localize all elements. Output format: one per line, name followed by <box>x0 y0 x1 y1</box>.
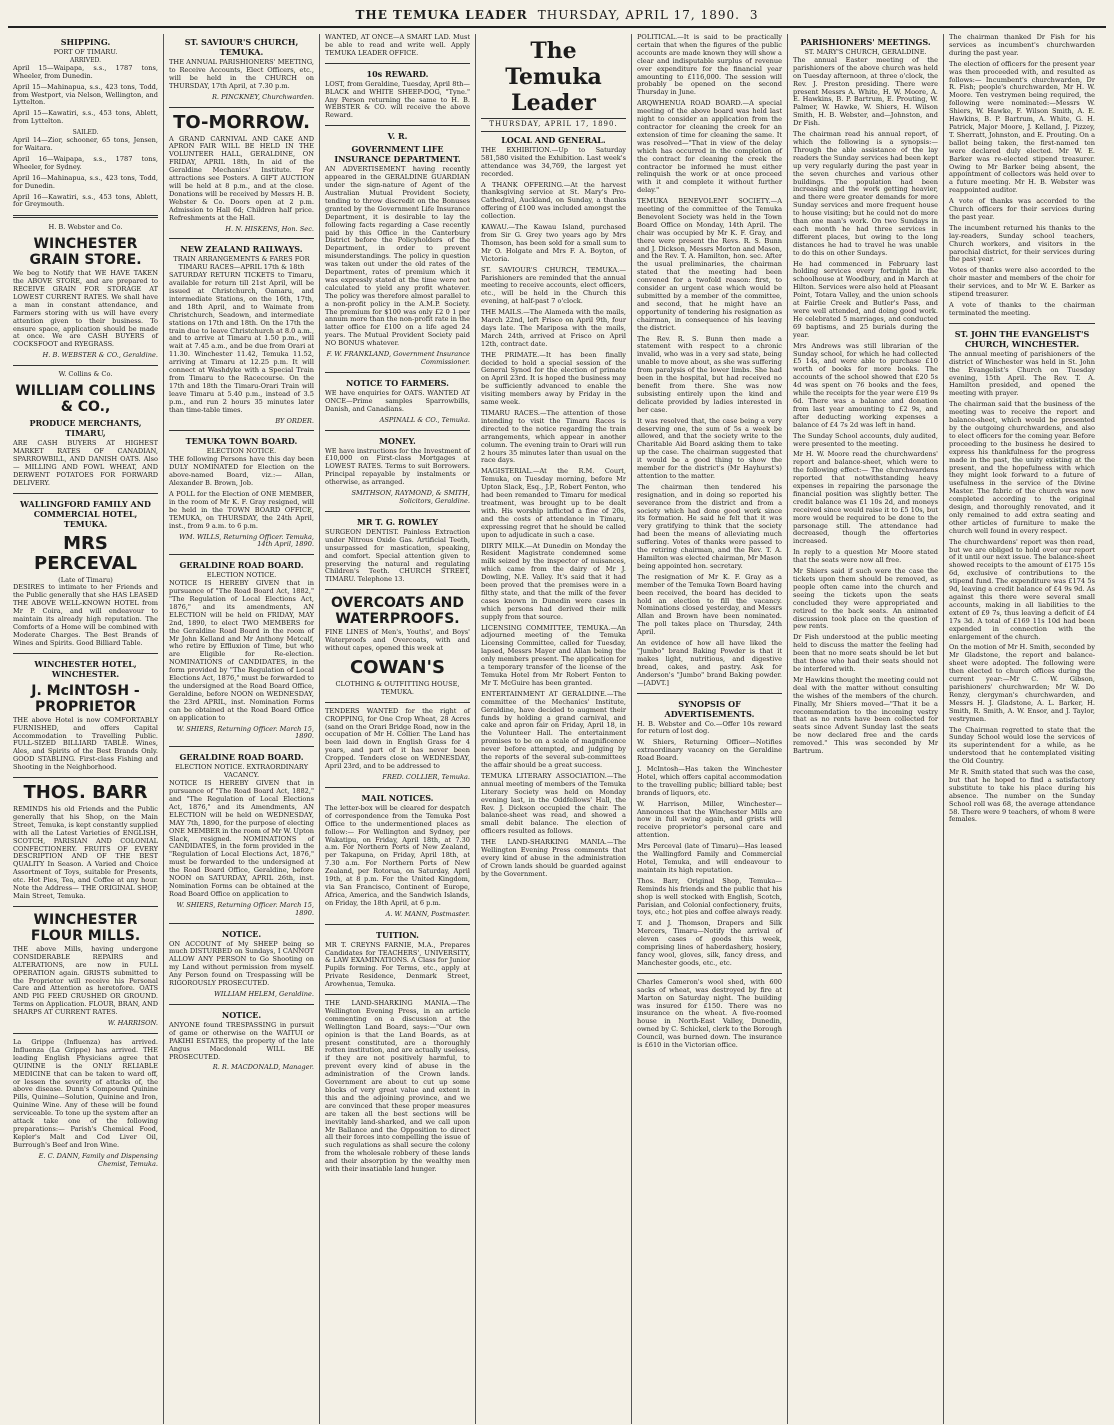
town-board-subtitle: ELECTION NOTICE. <box>206 447 277 456</box>
news-paragraph: THE PRIMATE.—It has been finally decided to hold a special session of the General Synod for the election of primate on April 23rd. It is hoped the business may be sufficiently advanced to enable the visiting members away by Friday in the same week. <box>481 350 626 407</box>
collins-label: W. Collins & Co. <box>58 370 113 379</box>
collins-title: WILLIAM COLLINS & CO., <box>15 383 156 416</box>
sailing-line: April 16—Kawatiri, s.s., 453 tons, Ablett, for Greymouth. <box>13 192 158 209</box>
report-paragraph: Mr R. Smith stated that such was the case, but that he hoped to find a satisfactory substitute to take his place during his absence. The number on the Sunday School roll was 68, the average attendance 58. There were 9 teachers, of whom 8 were females. <box>949 768 1095 824</box>
news-paragraph: LICENSING COMMITTEE, TEMUKA.—An adjourned meeting of the Temuka Licensing Committee, called for Tuesday, lapsed, Messrs Mayer and Allan being the only members present. The application for a temporary transfer of the license of the Temuka Hotel from Mr Robert Fenton to Mr T. McGuire has been granted. <box>481 623 626 687</box>
gov-insurance-title: GOVERNMENT LIFE INSURANCE DEPARTMENT. <box>334 144 461 165</box>
arrival-line: April 15—Kawatiri, s.s., 453 tons, Ablett, from Lyttelton. <box>13 109 158 126</box>
news-paragraph: The Rev. R. S. Bunn then made a statement with respect to a chronic invalid, who was in a very sad state, being unable to move about, as she was suffering from paralysis of the lower limbs. She had been in the hospital, but had received no benefit from there. She was now subsisting entirely upon the kind and delicate provided by ladies interested in her case. <box>637 334 782 414</box>
synopsis-item: W. Shiers, Returning Officer—Notifies extraordinary vacancy on the Geraldine Road Board. <box>637 738 782 763</box>
report-paragraph: In reply to a question Mr Moore stated that the seats were now all free. <box>793 548 938 565</box>
news-paragraph: KAWAU.—The Kawau Island, purchased from Sir G. Grey two years ago by Mrs Thomson, has been sold for a small sum to Mr O. Holgate and Mrs F. A. Boyton, of Victoria. <box>481 223 626 263</box>
cowans-title: COWAN'S <box>349 656 446 678</box>
tenders-signature: FRED. COLLIER, Temuka. <box>382 773 470 781</box>
land-sharking-body: THE LAND-SHARKING MANIA.—The Wellington Evening Press, in an article commenting on a discussion at the Wellington Land Board, says:—"Our own opinion is that the Land Boards, as at present constituted, are a thoroughly rotten institution, and are actually useless, if they are not positively harmful, to prevent every kind of abuse in the administration of the Crown lands. Government are about to cut up some blocks of very great value and extent in this and the adjoining province, and we are convinced that these proper measures are taken all the best sections will be inevitably land-sharked, and we call upon Mr Ballance and the Opposition to direct all their forces into compelling the issue of such regulations as shall secure the colony from the wholesale robbery of these lands and their absorption by the wealthy men with their insatiable land hunger. <box>325 999 470 1174</box>
church-notice-title: ST. SAVIOUR'S CHURCH, TEMUKA. <box>184 37 299 57</box>
sheep-notice-title: NOTICE. <box>221 928 262 939</box>
road-board-body: NOTICE IS HEREBY GIVEN that in pursuance of "The Road Board Act, 1882," "The Regulation of Local Elections Act, 1876," and its amendments, AN ELECTION will be held on FRIDAY, MAY 2nd, 1890, to elect TWO MEMBERS for the Geraldine Road Board in the room of Mr John Kelland and Mr Anthony Metcalf, who retire by Effluxion of Time, but who are Eligible for Re-election. NOMINATIONS of CANDIDATES, in the form provided by "The Regulation of Local Elections Act, 1876," must be forwarded to the undersigned at the Road Board Office, Geraldine, before NOON on WEDNESDAY, the 23rd APRIL, inst. Nomination Forms can be obtained at the Road Board Office on application to <box>169 579 314 722</box>
news-paragraph: An evidence of how all have liked the "Jumbo" brand Baking Powder is that it makes light, nutritious, and digestive bread, cakes, and pastry. Ask for Anderson's "Jumbo" brand Baking powder.—[ADVT.] <box>637 639 782 687</box>
road-board-extra-subtitle: ELECTION NOTICE. EXTRAORDINARY VACANCY. <box>174 763 309 780</box>
sheep-notice-signature: WILLIAM HELEM, Geraldine. <box>214 990 314 998</box>
news-paragraph: DIRTY MILK.—At Dunedin on Monday the Resident Magistrate condemned some milk seized by the inspector of nuisances, which came from the dairy of Mr J. Dowling, N.E. Valley. It's said that it had been proved that the premises were in a filthy state, and that the milk of the fever cases known in Dunedin were cases in which persons had derived their milk supply from that source. <box>481 541 626 621</box>
road-board-title: GERALDINE ROAD BOARD. <box>179 560 304 571</box>
wanted-body: WANTED, AT ONCE—A SMART LAD. Must be able to read and write well. Apply TEMUKA LEADER OFFICE. <box>325 34 470 57</box>
column-5 <box>632 34 788 1424</box>
poll-body: A POLL for the Election of ONE MEMBER, in the room of Mr K. F. Gray resigned, will be held in the TOWN BOARD OFFICE, TEMUKA, on THURSDAY, the 24th April, inst., from 9 a.m. to 6 p.m. <box>169 489 314 530</box>
report-paragraph: A vote of thanks to the chairman terminated the meeting. <box>949 301 1095 317</box>
flour-mills-signature: W. HARRISON. <box>107 1019 158 1028</box>
news-paragraph: TEMUKA LITERARY ASSOCIATION.—The annual meeting of members of the Temuka Literary Society was held on Monday evening last, in the Oddfellows' Hall, the Rev. J. Dickson occupied the chair. The balance-sheet was read, and showed a small debit balance. The election of officers resulted as follows. <box>481 771 626 836</box>
port-heading: PORT OF TIMARU. <box>53 48 118 56</box>
running-head-date: THURSDAY, APRIL 17, 1890. <box>537 8 740 22</box>
barr-body: REMINDS his old Friends and the Public generally that his Shop, on the Main Street, Temuka, is kept constantly supplied with all the Latest Varieties of ENGLISH, SCOTCH, PARISIAN AND COLONIAL CONFECTIONERY. FRUITS OF EVERY DESCRIPTION AND OF THE BEST QUALITY In Season. A Varied and Choice Assortment of Toys, suitable for Presents, etc. Hot Pies, Tea, and Coffee at any hour. Note the Address— THE ORIGINAL SHOP, Main Street, Temuka. <box>13 805 158 900</box>
farmers-signature: ASPINALL & CO., Temuka. <box>379 415 470 424</box>
road-board-subtitle: ELECTION NOTICE. <box>206 571 277 580</box>
columns <box>8 34 1106 1424</box>
grain-store-title: WINCHESTER GRAIN STORE. <box>29 236 142 269</box>
overcoats-title: OVERCOATS AND WATERPROOFS. <box>331 595 464 628</box>
local-general-title: LOCAL AND GENERAL. <box>501 134 606 145</box>
report-paragraph: The election of officers for the present year was then proceeded with, and resulted as follows:— Incumbent's churchwarden, Dr R. Fish; people's churchwarden, Mr H. W. Moore. Ten vestrymen being required, the following were nominated:—Messrs W. Shiers, W. Hawke, F. Wilson Smith, A. E. Hawkins, B. P. Bartrum, A. White, G. H. Patrick, Major Moore, J. Kelland, J. Pizzey, T. Sherratt, Johnston, and E. Prouting. On a ballot being taken, the first-named ten were declared duly elected. Mr W. E. Barker was re-elected stipend treasurer. Owing to Mr Barker being absent, the appointment of collectors was held over to a future meeting. Mr H. B. Webster was reappointed auditor. <box>949 59 1095 195</box>
road-board-extra-signature: W. SHIERS, Returning Officer. March 15, 1890. <box>176 900 314 917</box>
news-paragraph: POLITICAL.—It is said to be practically certain that when the figures of the public accounts are made known they will show a clear and indisputable surplus of revenue over expenditure for the financial year amounting to £116,000. The session will probably be opened on the second Thursday in June. <box>637 34 782 97</box>
perceval-body: DESIRES to intimate to her Friends and the Public generally that she HAS LEASED THE ABOVE WELL-KNOWN HOTEL from Mr P. Coira, and will endeavour to maintain its already high reputation. The Comforts of a Home will be combined with Moderate Charges. The Best Brands of Wines and Spirits. Good Billiard Table. <box>13 583 158 647</box>
grain-store-body: We beg to Notify that WE HAVE TAKEN the ABOVE STORE, and are prepared to RECEIVE GRAIN FOR STORAGE AT LOWEST CURRENT RATES. We shall have a man in constant attendance, and Farmers storing with us will have every attention given to their business. To ensure space, application should be made at once. We are CASH BUYERS of COCKSFOOT and RYEGRASS. <box>13 269 158 349</box>
church-notice-body: THE ANNUAL PARISHIONERS' MEETING, to Receive Accounts, Elect Officers, etc., will be held in the CHURCH on THURSDAY, 17th April, at 7.30 p.m. <box>169 58 314 90</box>
report-paragraph: The chairman thanked Dr Fish for his services as incumbent's churchwarden during the past year. <box>949 34 1095 57</box>
sailing-line: April 16—Mahinapua, s.s., 423 tons, Todd, for Dunedin. <box>13 173 158 190</box>
winchester-hotel-title: WINCHESTER HOTEL, WINCHESTER. <box>34 658 137 679</box>
column-6 <box>788 34 944 1424</box>
news-paragraph: MAGISTERIAL.—At the R.M. Court, Temuka, on Tuesday morning, before Mr Upton Slack, Esq., J.P., Robert Fenton, who had been remanded to Timaru for medical treatment, was brought up to be dealt with. His worship inflicted a fine of 20s, and the costs of attendance in Timaru, expressing regret that he should be called upon to adjudicate in such a case. <box>481 467 626 539</box>
shipping-heading: SHIPPING. <box>60 37 111 47</box>
column-7 <box>944 34 1100 1424</box>
report-paragraph: Mr Hawkins thought the meeting could not deal with the matter without consulting the wishes of the members of the church. Finally, Mr Shiers moved—"That it be a recommendation to the incoming vestry that as no rents have been collected for seats since Advent Sunday last the seats be now declared free and the cards removed." This was seconded by Mr Bartrum. <box>793 675 938 756</box>
news-paragraph: The resignation of Mr K. F. Gray as a member of the Temuka Town Board having been received, the board has decided to hold an election to fill the vacancy. Nominations closed yesterday, and Messrs Allan and Brown have been nominated. The poll takes place on Thursday, 24th April. <box>637 572 782 637</box>
flour-mills-body: THE above Mills, having undergone CONSIDERABLE REPAIRS and ALTERATIONS, are now in FULL OPERATION again. GRISTS submitted to the Proprietor will receive his Personal Care and Attention as heretofore. OATS AND PIG FEED CRUSHED OR GROUND. Terms on Application. FLOUR, BRAN, AND SHARPS AT CURRENT RATES. <box>13 944 158 1017</box>
town-board-body: THE following Persons have this day been DULY NOMINATED for Election on the above-named Board, viz.:— Allan, Alexander B. Brown, Job. <box>169 455 314 488</box>
report-paragraph: Votes of thanks were also accorded to the choir master and members of the choir for their services, and to Mr W. E. Barker as stipend treasurer. <box>949 266 1095 299</box>
news-paragraph: A THANK OFFERING.—At the harvest thanksgiving service at St. Mary's Pro-Cathedral, Auckland, on Sunday, a thanks offering of £100 was included amongst the collection. <box>481 180 626 221</box>
tuition-body: MR T. CREYNS FARNIE, M.A., Prepares Candidates for TEACHERS', UNIVERSITY, & LAW EXAMINATIONS. A Class for Junior Pupils forming. For Terms, etc., apply at Private Residence, Denmark Street, Arowhenua, Temuka. <box>325 940 470 989</box>
wallingford-hotel-title: WALLINGFORD FAMILY AND COMMERCIAL HOTEL, TEMUKA. <box>20 498 151 529</box>
running-head-page: 3 <box>749 8 759 22</box>
rowley-body: SURGEON DENTIST. Painless Extraction under Nitrous Oxide Gas. Artificial Teeth, unsurpassed for mastication, speaking, and comfort. Special attention given to preserving the natural and regulating Children's Teeth. CHURCH STREET, TIMARU. Telephone 13. <box>325 527 470 584</box>
mail-body: The letter-box will be cleared for despatch of correspondence from the Temuka Post Office to the undermentioned places as follow:— For Wellington and Sydney, per Wakatipu, on Friday, April 18th, at 7.30 a.m. For Northern Ports of New Zealand, per Takapuna, on Friday, April 18th, at 7.30 a.m. For Northern Ports of New Zealand, per Rotorua, on Saturday, April 19th, at 8 p.m. For the United Kingdom, via San Francisco, Continent of Europe, Africa, America, and the Sandwich Islands, on Friday, the 18th April, at 6 p.m. <box>325 803 470 907</box>
overcoats-body: FINE LINES of Men's, Youths', and Boys' Waterproofs and Overcoats, with and without capes, opened this week at <box>325 628 470 653</box>
tomorrow-title: TO-MORROW. <box>173 111 310 133</box>
collins-body: ARE CASH BUYERS AT HIGHEST MARKET RATES OF CANADIAN, SPARROWBILL, AND DANISH OATS. Also— MILLING AND FOWL WHEAT, AND DERWENT POTATOES FOR FORWARD DELIVERY. <box>13 439 158 487</box>
arrived-heading: ARRIVED. <box>70 56 101 64</box>
gov-insurance-body: AN ADVERTISEMENT having recently appeared in the GERALDINE GUARDIAN under the sign-nature of Agent of the Australian Mutual Provident Society, tending to throw discredit on the Bonuses granted by the Government Life Insurance Department, it is desirable to lay the following facts regarding a Case recently paid by this Office in the Canterbury District before the Policyholders of the Department, in order to prevent misunderstandings. The policy in question was taken out under the old rates of the Department, rates of premium which it was expressly stated at the time were not calculated to yield any profit whatever. The policy was therefore almost parallel to a non-profit policy in the A.M.P. Society. The premium for $100 was only £2 0 1 per annum more than the non-profit rate in the latter office for £100 on a life aged 24 years. The Mutual Provident Society paid NO BONUS whatever. <box>325 165 470 348</box>
sailing-line: April 16—Waipapa, s.s., 1787 tons, Wheeler, for Sydney. <box>13 154 158 171</box>
railways-title: NEW ZEALAND RAILWAYS. <box>180 244 303 255</box>
news-paragraph: The chairman then tendered his resignation, and in doing so reported his severance from the district and from a society which had done good work since its formation. He said he felt that it was very gratifying to think that the society had been the means of alleviating much suffering. Votes of thanks were passed to the retiring chairman, and the Rev. T. A. Hamilton was elected chairman, Mr Mason being appointed hon. secretary. <box>637 482 782 570</box>
sailed-heading: SAILED. <box>72 129 99 137</box>
report-paragraph: The Sunday School accounts, duly audited, were presented to the meeting. <box>793 431 938 448</box>
report-paragraph: The annual Easter meeting of the parishioners of the above church was held on Tuesday afternoon, at three o'clock, the Rev. J. Preston presiding. There were present Messrs A. White, H. W. Moore, A. E. Hawkins, B. P. Bartrum, E. Prouting, W. Palmer, W. Hawke, W. Shiers, H. Wilson Smith, H. B. Webster, and—Johnston, and Dr Fish. <box>793 55 938 128</box>
news-paragraph: THE EXHIBITION.—Up to Saturday 581,580 visited the Exhibition. Last week's attendance was 34,769, the largest yet recorded. <box>481 145 626 178</box>
cowans-subtitle: CLOTHING & OUTFITTING HOUSE, TEMUKA. <box>335 679 460 696</box>
report-paragraph: Dr Fish understood at the public meeting held to discuss the matter the feeling had been that no more seats should be let but that those who had their seats should not be interfered with. <box>793 633 938 673</box>
report-paragraph: The chairman said that the business of the meeting was to receive the report and balance-sheet, which would be presented by the outgoing churchwardens, and also to elect officers for the coming year. Before proceeding to the business he desired to express his thankfulness for the progress made in the past, the unity existing at the present, and the hopefulness with which they might look forward to a future of usefulness in the service of the Divine Master. The fabric of the church was now completed according to the original design, and thoroughly renovated, and it only remained to add extra seating and other articles of furniture to make the church well found in every respect. <box>949 400 1095 535</box>
mail-title: MAIL NOTICES. <box>361 792 434 803</box>
report-paragraph: The incumbent returned his thanks to the lay-readers, Sunday school teachers, Church workers, and visitors in the parochial district, for their services during the past year. <box>949 223 1095 264</box>
reward-title: 10s REWARD. <box>366 68 429 79</box>
road-board-extra-title: GERALDINE ROAD BOARD. <box>179 752 304 763</box>
synopsis-item: T. and J. Thomson, Drapers and Silk Mercers, Timaru—Notify the arrival of eleven cases of goods this week, comprising lines of haberdashery, hosiery, fancy wool, gloves, silk, fancy dress, and Manchester goods, etc., etc. <box>637 919 782 967</box>
news-paragraph: ARQWHENUA ROAD BOARD.—A special meeting of the above board was held last night to consider an application from the contractor for cleaning the creek for an extension of time for cleaning the same. It was resolved—"That in view of the delay which has occurred in the completion of the contract for cleaning the creek the contractor be informed he must either relinquish the work or at once proceed with it and complete it without further delay." <box>637 99 782 195</box>
report-paragraph: Mr Shiers said if such were the case the tickets upon them should be removed, as people often came into the church and seeing the tickets upon the seats concluded they were appropriated and retired to the back seats. An animated discussion took place on the question of pew rents. <box>793 567 938 631</box>
railways-signature: BY ORDER. <box>275 416 314 425</box>
grain-store-signature: H. B. WEBSTER & CO., Geraldine. <box>42 351 158 360</box>
synopsis-title: SYNOPSIS OF ADVERTISEMENTS. <box>664 698 755 719</box>
trespass-notice-title: NOTICE. <box>221 1009 262 1020</box>
column-3 <box>320 34 476 1424</box>
farmers-body: WE have enquiries for OATS. WANTED AT ONCE—Prime samples Sparrowbills, Danish, and Canadians. <box>325 388 470 413</box>
arrival-line: April 15—Mahinapua, s.s., 423 tons, Todd, from Westport, via Nelson, Wellington, and Lyttelton. <box>13 82 158 107</box>
webster-label: H. B. Webster and Co. <box>48 223 123 232</box>
news-paragraph: ENTERTAINMENT AT GERALDINE.—The committee of the Mechanics' Institute, Geraldine, have decided to augment their funds by holding a grand carnival, and cake and apron fair on Friday, April 18, in the Volunteer Hall. The entertainment promises to be on a scale of magnificence never before attempted, and judging by the reports of the several sub-committees the affair should be a great success. <box>481 689 626 769</box>
money-body: WE have instructions for the Investment of £10,000 on First-class Mortgages at LOWEST RATES. Terms to suit Borrowers. Principal repayable by instalments or otherwise, as arranged. <box>325 446 470 487</box>
mcintosh-body: THE above Hotel is now COMFORTABLY FURNISHED, and offers Capital Accommodation to Travelling Public. FULL-SIZED BILLIARD TABLE. Wines, Ales, and Spirits of the Best Brands Only. GOOD STABLING. First-class Fishing and Shooting in the Neighborhood. <box>13 715 158 772</box>
reward-body: LOST, from Geraldine, Tuesday, April 8th—BLACK and WHITE SHEEP-DOG, "Tyne." Any Person returning the same to H. B. WEBSTER & CO. will receive the above Reward. <box>325 79 470 120</box>
report-paragraph: He had commenced in February last holding services every fortnight in the schoolhouse at Woodbury, and in March at Hilton. Services were also held at Pleasant Point, Totara Valley, and the union schools at Fairlie Creek and Butler's Pass, and were well attended, and doing good work. He celebrated 5 marriages, and conducted 69 baptisms, and 25 burials during the year. <box>793 259 938 339</box>
mail-signature: A. W. MANN, Postmaster. <box>385 909 470 918</box>
grippe-body: La Grippe (Influenza) has arrived. Influenza (La Grippe) has arrived. THE leading English Physicians agree that QUININE is the ONLY RELIABLE MEDICINE that can be taken to ward off, or lessen the severity of attacks of, the above disease. Dunn's Compound Quinine Pills, Quinine—Solution, Quinine and Iron, Quinine Wine. Any of these will be found serviceable. To tone up the system after an attack take one of the following preparations:— Parish's Chemical Food, Kepler's Malt and Cod Liver Oil, Burrough's Beef and Iron Wine. <box>13 1037 158 1149</box>
masthead: The Temuka Leader <box>505 38 602 116</box>
tuition-title: TUITION. <box>376 929 419 940</box>
trespass-notice-body: ANYONE found TRESPASSING in pursuit of game or otherwise on the WAITUI or PAKIHI ESTATES, the property of the late Angus Macdonald WILL BE PROSECUTED. <box>169 1020 314 1061</box>
column-1 <box>8 34 164 1424</box>
running-head <box>8 8 1106 28</box>
vr-mark: V. R. <box>387 131 408 142</box>
money-title: MONEY. <box>379 435 416 446</box>
gov-insurance-signature: F. W. FRANKLAND, Government Insurance Commissioner. <box>326 350 470 366</box>
carnival-signature: H. N. HISKENS, Hon. Sec. <box>225 224 314 233</box>
news-paragraph: ST. SAVIOUR'S CHURCH, TEMUKA.—Parishioners are reminded that the annual meeting to receive accounts, elect officers, etc., will be held in the Church this evening, at half-past 7 o'clock. <box>481 265 626 306</box>
news-paragraph: THE LAND-SHARKING MANIA.—The Wellington Evening Press comments that every kind of abuse in the administration of Crown lands should be guarded against by the Government. <box>481 838 626 878</box>
column-4 <box>476 34 632 1424</box>
grippe-signature: E. C. DANN, Family and Dispensing Chemist, Temuka. <box>38 1151 158 1168</box>
report-paragraph: The Chairman regretted to state that the Sunday School would lose the services of its superintendent for a while, as he understood that he contemplated visiting the Old Country. <box>949 725 1095 766</box>
report-paragraph: The chairman read his annual report, of which the following is a synopsis:— Through the able assistance of the lay readers the Sunday services had been kept up very regularly during the past year in the seven churches and various other buildings. The population had been increasing and the work getting heavier, and there were greater demands for more Sunday services and more frequent house to house visiting; but he could not do more than one man's work. On two Sundays in each month he had three services in different places, but owing to the long distances he had to travel he was unable to do this on other Sundays. <box>793 130 938 257</box>
mcintosh-title: J. McINTOSH - PROPRIETOR <box>31 682 140 715</box>
farmers-title: NOTICE TO FARMERS. <box>346 377 449 388</box>
sailing-line: April 14—Zior, schooner, 65 tons, Jensen, for Waitara. <box>13 136 158 152</box>
report-paragraph: Mrs Andrews was still librarian of the Sunday school, for which he had collected £5 14s, and were able to purchase £10 worth of books for more books. The accounts of the school showed that £20 5s 4d was spent on 76 books and the fees, while the receipts for the year were £19 9s 6d. There was a balance and donation from last year amounting to £2 9s, and after deducting working expenses a balance of £4 7s 2d was left in hand. <box>793 341 938 429</box>
parishioners-title: PARISHIONERS' MEETINGS. <box>800 37 931 47</box>
church-notice-signature: R. PINCKNEY, Churchwarden. <box>211 92 314 101</box>
report-paragraph: A vote of thanks was accorded to the Church officers for their services during the past year. <box>949 197 1095 221</box>
synopsis-item: Thos. Barr, Original Shop, Temuka—Reminds his friends and the public that his shop is well stocked with English, Scotch, Parisian, and Colonial confectionery, fruits, toys, etc.; hot pies and coffee always ready. <box>637 876 782 917</box>
synopsis-item: W. Harrison, Miller, Winchester—Announces that the Winchester Mills are now in full swing again, and grists will receive proprietor's personal care and attention. <box>637 799 782 840</box>
road-board-signature: W. SHIERS, Returning Officer. March 15, 1890. <box>176 724 314 741</box>
news-paragraph: TEMUKA BENEVOLENT SOCIETY.—A meeting of the committee of the Temuka Benevolent Society was held in the Town Board Office on Monday, 14th April. The chair was occupied by Mr K. F. Gray, and there were present the Revs. R. S. Bunn and J. Dickson, Messrs Morton and Mason, and the Rev. T. A. Hamilton, hon. sec. After the usual preliminaries, the chairman stated that the meeting had been convened for a twofold reason: first, to consider an urgent case which would be submitted by a member of the committee, and second, that he might have an opportunity of tendering his resignation as chairman, in consequence of his leaving the district. <box>637 197 782 332</box>
news-paragraph: THE MAILS.—The Alameda with the mails, March 22nd, left Frisco on April 9th, four days late. The Mariposa with the mails, March 24th, arrived at Frisco on April 12th, contract date. <box>481 308 626 348</box>
rowley-title: MR T. G. ROWLEY <box>357 516 438 527</box>
railways-body: SATURDAY RETURN TICKETS to Timaru, available for return till 21st April, will be issued at Christchurch, Oamaru, and intermediate Stations, on the 16th, 17th, and 18th April, and to Waimate from Christchurch, Seadown, and intermediate stations on 17th and 18th. On the 17th the train due to leave Christchurch at 8.0 a.m., and to arrive at Timaru at 1.50 p.m., will wait at 7.45 a.m., and be due from Orari at 11.30. Winchester 11.42, Temuka 11.52, arriving at Timaru at 12.25 p.m. It will connect at Washdyke with a Special Train from Timaru to the Racecourse. On the 17th and 18th the Timaru-Orari Train will leave Timaru at 5.40 p.m., instead of 3.5 p.m., and run 2 hours 35 minutes later than time-table times. <box>169 271 314 414</box>
news-paragraph: It was resolved that, the case being a very deserving one, the sum of 5s a week be allowed, and that the society write to the Charitable Aid Board asking them to take up the case. The chairman suggested that it would be a good thing to show the member for the district's (Mr Hayhurst's) attention to the matter. <box>637 416 782 480</box>
synopsis-item: Mrs Perceval (late of Timaru)—Has leased the Wallingford Family and Commercial Hotel, Temuka, and will endeavour to maintain its high reputation. <box>637 842 782 874</box>
closing-paragraph: Charles Cameron's wool shed, with 600 sacks of wheat, was destroyed by fire at Marton on Saturday night. The building was insured for £150. There was no insurance on the wheat. A five-roomed house in North-East Valley, Dunedin, owned by C. Schickel, clerk to the Borough Council, was burned down. The insurance is £610 in the Victorian office. <box>637 977 782 1050</box>
flour-mills-title: WINCHESTER FLOUR MILLS. <box>30 911 141 944</box>
trespass-notice-signature: R. R. MACDONALD, Manager. <box>212 1063 314 1072</box>
carnival-body: A GRAND CARNIVAL AND CAKE AND APRON FAIR WILL BE HELD IN THE VOLUNTEER HALL, GERALDINE, ON FRIDAY, APRIL 18th, In aid of the Geraldine Mechanics' Institute. For attractions see Posters. A GIFT AUCTION will be held at 8 p.m., and at the close. Donations will be received by Messrs H. B. Webster & Co. Doors open at 2 p.m. Admission to Hall 6d; Children half price. Refreshments at the Hall. <box>169 134 314 222</box>
news-paragraph: TIMARU RACES.—The attention of those intending to visit the Timaru Races is directed to the notice regarding the train arrangements, which appear in another column. The evening train to Orari will run 2 hours 35 minutes later than usual on the race days. <box>481 409 626 465</box>
report-paragraph: On the motion of Mr H. Smith, seconded by Mr Gladstone, the report and balance-sheet were adopted. The following were then elected to church offices during the current year:—Mr C. W. Gibson, parishioners' churchwarden; Mr W. Do Renzy, clergyman's churchwarden, and Messrs H. J. Gladstone, A. L. Barker, H. Smith, R. Smith, A. W. Ensor, and J. Taylor, vestrymen. <box>949 643 1095 723</box>
report-paragraph: The annual meeting of parishioners of the district of Winchester was held in St. John the Evangelist's Church on Tuesday evening, 15th April. The Rev. T. A. Hamilton presided, and opened the meeting with prayer. <box>949 349 1095 398</box>
sheep-notice-body: ON ACCOUNT of My SHEEP being so much DISTURBED on Sundays, I CANNOT ALLOW ANY PERSON to Go Shooting on my Land without permission from myself. Any Person found on Trespassing will be RIGOROUSLY PROSECUTED. <box>169 939 314 988</box>
barr-title: THOS. BARR <box>23 782 148 804</box>
tenders-body: TENDERS WANTED for the right of CROPPING, for One Crop Wheat, 28 Acres (sand on the Orari Bridge Road, now in the occupation of Mr H. Collier. The Land has been laid down in English Grass for 4 years, and part of it has never been Cropped. Tenders close on WEDNESDAY, April 23rd, and to be addressed to <box>325 706 470 771</box>
winchester-church-title: ST. JOHN THE EVANGELIST'S CHURCH, WINCHESTER. <box>954 328 1090 349</box>
parishioners-subtitle: ST. MARY'S CHURCH, GERALDINE. <box>804 48 927 56</box>
road-board-extra-body: NOTICE IS HEREBY GIVEN that in pursuance of "The Road Board Act, 1882," and "The Regulation of Local Elections Act, 1876," and its Amendments, AN ELECTION will be held on WEDNESDAY, MAY 7th, 1890, for the purpose of electing ONE MEMBER in the room of Mr W. Upton Slack, resigned. NOMINATIONS of CANDIDATES, in the form provided in the "Regulation of Local Elections Act, 1876," must be forwarded to the undersigned at the Road Board Office, Geraldine, before NOON on SATURDAY, APRIL 26th, inst. Nomination Forms can be obtained at the Road Board Office on application to <box>169 779 314 898</box>
synopsis-item: J. McIntosh—Has taken the Winchester Hotel, which offers capital accommodation to the travelling public; billiard table; best brands of liquors, etc. <box>637 765 782 797</box>
perceval-title: MRS PERCEVAL <box>34 532 137 574</box>
masthead-date: THURSDAY, APRIL 17, 1890. <box>481 118 626 132</box>
collins-subtitle: PRODUCE MERCHANTS, TIMARU, <box>29 418 142 439</box>
running-head-title: THE TEMUKA LEADER <box>355 8 528 22</box>
synopsis-item: H. B. Webster and Co.—Offer 10s reward for return of lost dog. <box>637 719 782 736</box>
report-paragraph: The churchwardens' report was then read, but we are obliged to hold over our report of it until our next issue. The balance-sheet showed receipts to the amount of £175 15s 6d, exclusive of contributions to the stipend fund. The expenditure was £174 5s 9d, leaving a credit balance of £4 9s 9d. As against this there were several small accounts, making in all liabilities to the extent of £9 7s, thus leaving a deficit of £4 17s 3d. A total of £169 11s 10d had been expended in connection with the enlargement of the church. <box>949 537 1095 641</box>
railways-subtitle: TRAIN ARRANGEMENTS & FARES FOR TIMARU RACES—APRIL 17th & 18th <box>173 255 310 272</box>
report-paragraph: Mr H. W. Moore read the churchwardens' report and balance-sheet, which were to the following effect:— The churchwardens reported that notwithstanding heavy expenses in repairing the parsonage the financial position was slightly better. The credit balance was £1 10s 2d, and moneys received since would raise it to £5 10s, but more would be required to be done to the parsonage still. The attendance had decreased, though the offertories increased. <box>793 450 938 546</box>
column-2 <box>164 34 320 1424</box>
perceval-subtitle: (Late of Timaru) <box>58 575 113 584</box>
money-signature: SMITHSON, RAYMOND, & SMITH, Solicitors, Geraldine. <box>351 489 470 505</box>
poll-signature: WM. WILLS, Returning Officer. Temuka, 14th April, 1890. <box>179 532 314 549</box>
town-board-title: TEMUKA TOWN BOARD. <box>185 436 298 447</box>
arrival-line: April 15—Waipapa, s.s., 1787 tons, Wheeler, from Dunedin. <box>13 63 158 80</box>
